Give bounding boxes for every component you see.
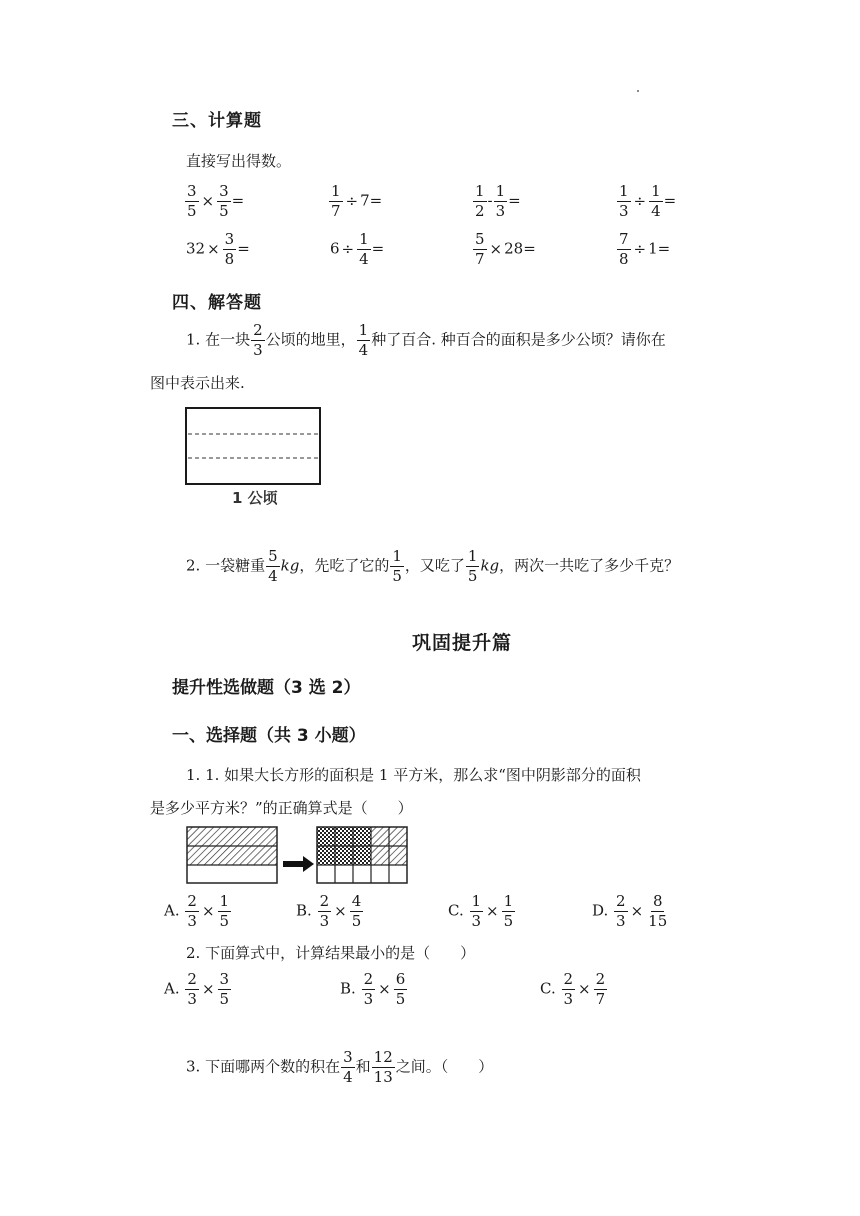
choice-q1-option-a[interactable]: A. $\frac{2}{3}$ × $\frac{1}{5}$ [164,892,230,930]
shaded-area-figure [186,826,408,886]
calc-item: $\frac{3}{5}$ × $\frac{3}{5}$ = [187,182,245,220]
fraction: $\frac{2}{3}$ [187,970,197,1008]
fraction: $\frac{1}{3}$ [495,182,506,220]
fraction: $\frac{6}{5}$ [395,970,406,1008]
fraction: $\frac{2}{3}$ [563,970,574,1008]
calc-item: $\frac{1}{2}$ - $\frac{1}{3}$ = [475,182,521,220]
calc-item: 6 ÷ $\frac{1}{4}$ = [330,230,385,268]
question-one-line2: 图中表示出来. [150,374,245,392]
choice-q2-option-a[interactable]: A. $\frac{2}{3}$ × $\frac{3}{5}$ [164,970,230,1008]
hectare-rect [186,408,320,484]
fraction: $\frac{8}{15}$ [648,892,668,930]
calc-item: $\frac{1}{3}$ ÷ $\frac{1}{4}$ = [619,182,677,220]
fraction: $\frac{3}{8}$ [224,230,235,268]
fraction: $\frac{1}{5}$ [467,547,478,585]
fraction: $\frac{1}{3}$ [619,182,629,220]
fraction: $\frac{7}{8}$ [619,230,629,268]
fraction: $\frac{1}{7}$ [331,182,341,220]
calc-item: $\frac{7}{8}$ ÷ 1= [619,230,671,268]
choice-q2-text: 2. 下面算式中，计算结果最小的是（ ） [186,944,476,962]
fraction: $\frac{1}{4}$ [358,321,369,359]
arrow-head [303,856,314,872]
choice-q1-option-c[interactable]: C. $\frac{1}{3}$ × $\frac{1}{5}$ [448,892,514,930]
section-four-title: 四、解答题 [172,293,262,313]
choice-q2-option-c[interactable]: C. $\frac{2}{3}$ × $\frac{2}{7}$ [540,970,606,1008]
fraction: $\frac{2}{3}$ [253,321,263,359]
question-two: 2. 一袋糖重 $\frac{5}{4}$ kg，先吃了它的 $\frac{1}{5}$ ，又吃了 $\frac{1}{5}$ kg，两次一共吃了多少千克？ [186,547,680,585]
part-title: 巩固提升篇 [412,632,513,654]
fraction: $\frac{1}{2}$ [475,182,485,220]
fraction: $\frac{1}{4}$ [651,182,661,220]
fraction: $\frac{1}{5}$ [219,892,230,930]
question-one: 1. 在一块 $\frac{2}{3}$ 公顷的地里， $\frac{1}{4}$ 种了百合. 种百合的面积是多少公顷？请你在 [186,321,666,359]
fraction: $\frac{2}{3}$ [616,892,626,930]
choice-q1-option-d[interactable]: D. $\frac{2}{3}$ × $\frac{8}{15}$ [592,892,668,930]
choice-q2-option-b[interactable]: B. $\frac{2}{3}$ × $\frac{6}{5}$ [340,970,406,1008]
figure-label: 1 公顷 [232,489,278,507]
fraction: $\frac{1}{3}$ [471,892,482,930]
fraction: $\frac{2}{3}$ [363,970,374,1008]
fraction: $\frac{2}{3}$ [187,892,197,930]
fraction: $\frac{3}{5}$ [187,182,197,220]
subtitle: 提升性选做题（3 选 2） [172,678,361,698]
fraction: $\frac{3}{5}$ [219,970,230,1008]
calc-item: $\frac{5}{7}$ × 28= [475,230,536,268]
choice-q1-line2: 是多少平方米？”的正确算式是（ ） [150,799,413,817]
fraction: $\frac{3}{4}$ [343,1048,353,1086]
instruction-text: 直接写出得数。 [186,152,292,170]
arrow-shaft [283,861,303,867]
calc-item: $\frac{1}{7}$ ÷ 7= [331,182,383,220]
page-mark [637,90,639,92]
fraction: $\frac{1}{4}$ [359,230,369,268]
fraction: $\frac{2}{3}$ [319,892,330,930]
choice-q1-line1: 1. 1. 如果大长方形的面积是 1 平方米，那么求“图中阴影部分的面积 [186,766,641,784]
fraction: $\frac{3}{5}$ [219,182,229,220]
fraction: $\frac{1}{5}$ [503,892,514,930]
section-three-title: 三、计算题 [172,111,262,131]
fraction: $\frac{5}{7}$ [475,230,485,268]
choice-q1-option-b[interactable]: B. $\frac{2}{3}$ × $\frac{4}{5}$ [296,892,362,930]
fraction: $\frac{1}{5}$ [392,547,402,585]
fraction: $\frac{12}{13}$ [373,1048,393,1086]
fraction: $\frac{2}{7}$ [595,970,606,1008]
fraction: $\frac{4}{5}$ [351,892,362,930]
calc-item: 32 × $\frac{3}{8}$ = [186,230,250,268]
choice-section-title: 一、选择题（共 3 小题） [172,726,366,746]
fraction: $\frac{5}{4}$ [268,547,278,585]
hectare-figure [184,406,324,486]
choice-q3: 3. 下面哪两个数的积在 $\frac{3}{4}$ 和 $\frac{12}{13}$ 之间。（ ） [186,1048,494,1086]
